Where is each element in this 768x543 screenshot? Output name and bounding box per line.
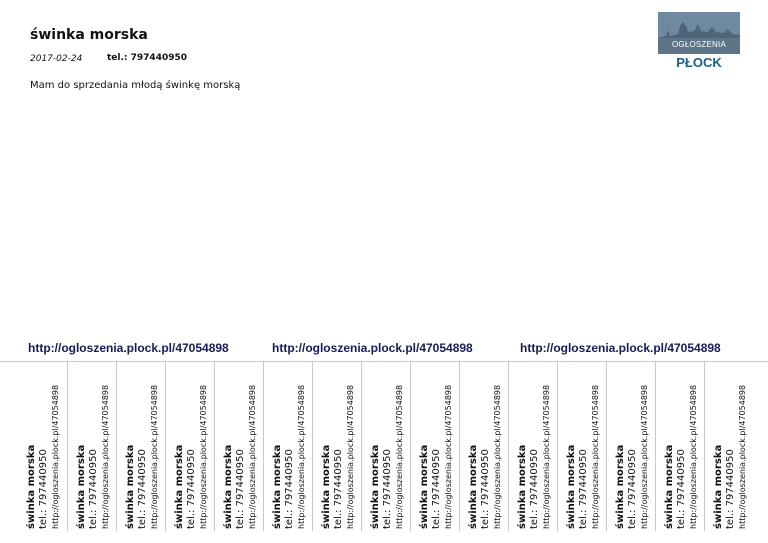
tear-off-tab <box>655 361 704 531</box>
ad-title: świnka morska <box>30 27 148 43</box>
logo-city: PŁOCK <box>676 55 722 70</box>
tab-title: świnka morska <box>566 444 577 529</box>
tab-url: http://ogloszenia.plock.pl/47054898 <box>346 384 355 529</box>
tab-title: świnka morska <box>125 444 136 529</box>
tear-off-tab <box>312 361 361 531</box>
tab-url: http://ogloszenia.plock.pl/47054898 <box>51 384 60 529</box>
tab-phone: tel.: 797440950 <box>284 449 295 529</box>
tear-off-tab <box>557 361 606 531</box>
tab-title: świnka morska <box>468 444 479 529</box>
ad-phone: tel.: 797440950 <box>107 53 188 63</box>
tab-phone: tel.: 797440950 <box>88 449 99 529</box>
tear-off-tab-content <box>664 364 704 529</box>
tear-off-tab-content <box>419 364 459 529</box>
tab-phone: tel.: 797440950 <box>676 449 687 529</box>
tab-phone: tel.: 797440950 <box>235 449 246 529</box>
tab-url: http://ogloszenia.plock.pl/47054898 <box>101 384 110 529</box>
tear-off-tab <box>410 361 459 531</box>
tab-phone: tel.: 797440950 <box>137 449 148 529</box>
tab-url: http://ogloszenia.plock.pl/47054898 <box>738 384 747 529</box>
tear-off-tab <box>263 361 312 531</box>
tab-url: http://ogloszenia.plock.pl/47054898 <box>395 384 404 529</box>
tab-phone: tel.: 797440950 <box>578 449 589 529</box>
tab-url: http://ogloszenia.plock.pl/47054898 <box>150 384 159 529</box>
tear-off-tab <box>606 361 655 531</box>
tear-off-tab-content <box>713 364 753 529</box>
tab-title: świnka morska <box>223 444 234 529</box>
tab-title: świnka morska <box>419 444 430 529</box>
tear-off-tab <box>704 361 753 531</box>
tab-phone: tel.: 797440950 <box>725 449 736 529</box>
ad-link[interactable]: http://ogloszenia.plock.pl/47054898 <box>28 341 229 355</box>
ad-links-row <box>0 341 768 357</box>
tear-off-tab-content <box>76 364 116 529</box>
tear-off-tabs <box>18 361 758 531</box>
tear-off-tab-content <box>125 364 165 529</box>
tab-url: http://ogloszenia.plock.pl/47054898 <box>248 384 257 529</box>
tear-off-tab-content <box>272 364 312 529</box>
tab-phone: tel.: 797440950 <box>431 449 442 529</box>
tab-title: świnka morska <box>272 444 283 529</box>
tab-phone: tel.: 797440950 <box>480 449 491 529</box>
tear-off-tab-content <box>321 364 361 529</box>
tab-title: świnka morska <box>321 444 332 529</box>
tear-off-tab-content <box>370 364 410 529</box>
tab-phone: tel.: 797440950 <box>38 449 49 529</box>
tear-off-tab-content <box>468 364 508 529</box>
tab-title: świnka morska <box>615 444 626 529</box>
tab-title: świnka morska <box>713 444 724 529</box>
tab-url: http://ogloszenia.plock.pl/47054898 <box>199 384 208 529</box>
tab-phone: tel.: 797440950 <box>382 449 393 529</box>
ad-description: Mam do sprzedania młodą świnkę morską <box>30 80 241 91</box>
tab-url: http://ogloszenia.plock.pl/47054898 <box>591 384 600 529</box>
tear-off-tab-content <box>174 364 214 529</box>
logo-text: OGŁOSZENIA <box>671 40 726 49</box>
tab-phone: tel.: 797440950 <box>529 449 540 529</box>
tab-url: http://ogloszenia.plock.pl/47054898 <box>297 384 306 529</box>
ad-link[interactable]: http://ogloszenia.plock.pl/47054898 <box>272 341 473 355</box>
tab-title: świnka morska <box>370 444 381 529</box>
tab-title: świnka morska <box>517 444 528 529</box>
tab-url: http://ogloszenia.plock.pl/47054898 <box>542 384 551 529</box>
tear-off-tab-content <box>223 364 263 529</box>
tear-off-tab-content <box>517 364 557 529</box>
tear-off-tab <box>165 361 214 531</box>
ad-date: 2017-02-24 <box>30 54 83 64</box>
ad-link[interactable]: http://ogloszenia.plock.pl/47054898 <box>520 341 721 355</box>
tear-off-tab <box>361 361 410 531</box>
tear-off-tab <box>18 361 67 531</box>
tab-url: http://ogloszenia.plock.pl/47054898 <box>689 384 698 529</box>
tear-off-tab <box>116 361 165 531</box>
tab-title: świnka morska <box>664 444 675 529</box>
tab-url: http://ogloszenia.plock.pl/47054898 <box>444 384 453 529</box>
tear-off-tab <box>214 361 263 531</box>
tab-title: świnka morska <box>26 444 37 529</box>
tab-phone: tel.: 797440950 <box>627 449 638 529</box>
tab-url: http://ogloszenia.plock.pl/47054898 <box>493 384 502 529</box>
tear-off-tab <box>508 361 557 531</box>
tear-off-tab-content <box>566 364 606 529</box>
tab-title: świnka morska <box>174 444 185 529</box>
tab-phone: tel.: 797440950 <box>333 449 344 529</box>
tab-title: świnka morska <box>76 444 87 529</box>
site-logo[interactable] <box>658 12 740 72</box>
tab-phone: tel.: 797440950 <box>186 449 197 529</box>
tear-off-tab-content <box>26 364 66 529</box>
tear-off-tab-content <box>615 364 655 529</box>
tear-off-tab <box>459 361 508 531</box>
tear-off-tab <box>67 361 116 531</box>
tab-url: http://ogloszenia.plock.pl/47054898 <box>640 384 649 529</box>
